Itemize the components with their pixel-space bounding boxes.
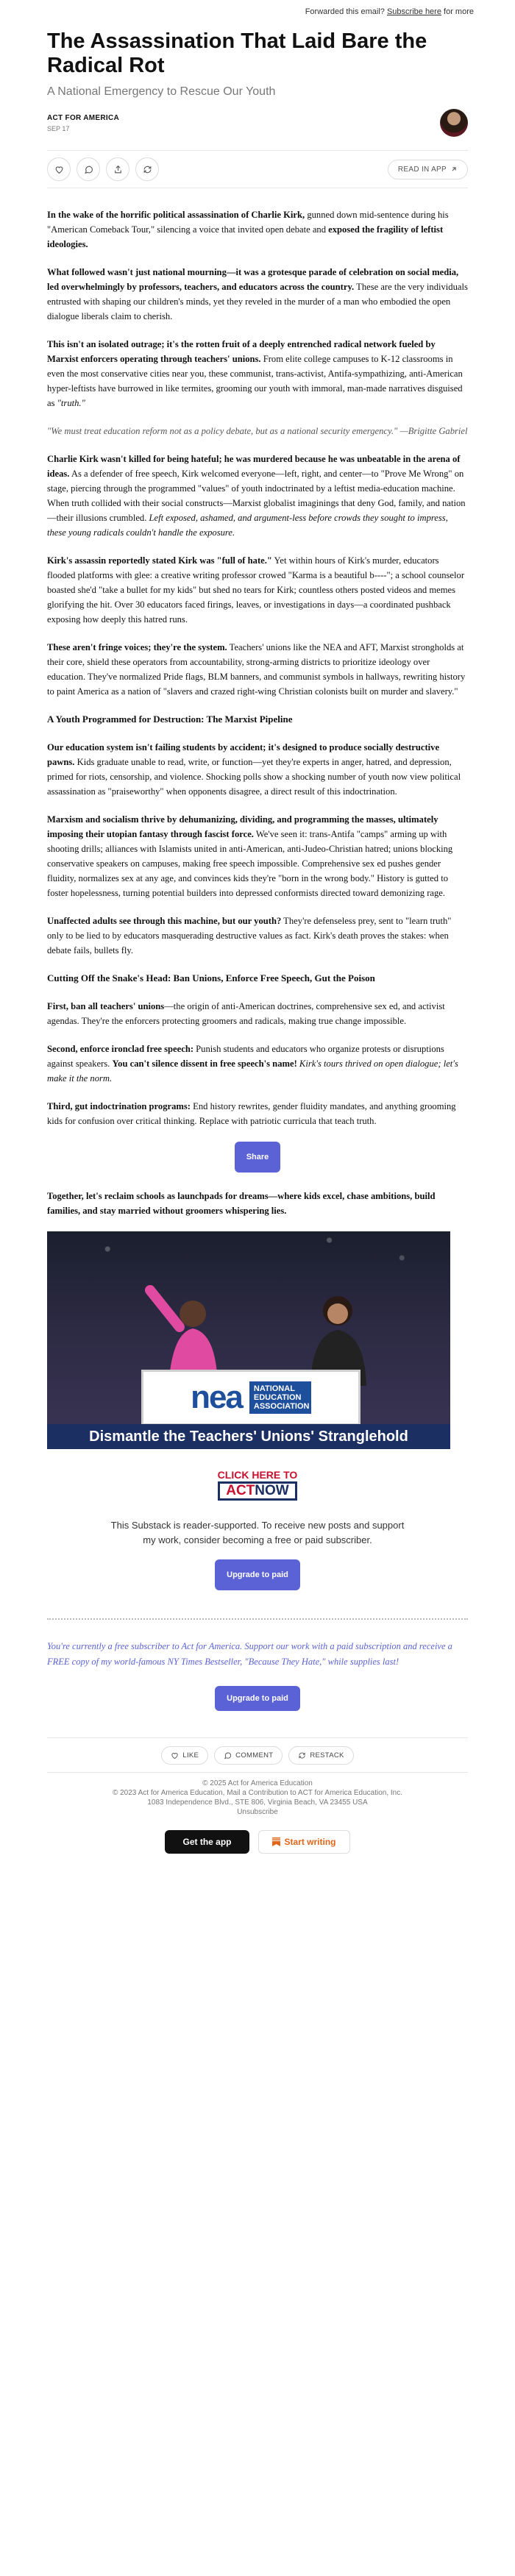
address-line: 1083 Independence Blvd., STE 806, Virginia Beach, VA 23455 USA xyxy=(147,1798,368,1807)
copyright: © 2025 Act for America Education xyxy=(202,1779,313,1787)
heart-icon xyxy=(54,165,64,174)
paragraph: First, ban all teachers' unions—the origin of anti-American doctrines, comprehensive sex ed, and activist agendas. They're the enforcers protecting groomers and radicals, making true change impossible. xyxy=(47,1001,445,1026)
closing-paragraph: Together, let's reclaim schools as launchpads for dreams—where kids excel, chase ambitions, build families, and stay married without groomers whispering lies. xyxy=(47,1191,436,1216)
forward-bar xyxy=(0,0,515,21)
author-name[interactable]: ACT FOR AMERICA xyxy=(47,113,120,122)
image-banner: Dismantle the Teachers' Unions' Stranglehold xyxy=(47,1424,450,1449)
forward-suffix: for more xyxy=(444,7,474,16)
footer-fine-print xyxy=(0,1779,515,1817)
section-heading: Cutting Off the Snake's Head: Ban Unions, Enforce Free Speech, Gut the Poison xyxy=(47,972,375,983)
footer-comment-button[interactable]: COMMENT xyxy=(214,1746,283,1765)
pull-quote: "We must treat education reform not as a policy debate, but as a national security emergency." —Brigitte Gabriel xyxy=(47,426,468,436)
paragraph: Our education system isn't failing students by accident; it's designed to produce socially destructive pawns. Kids graduate unable to read, write, or function—yet they're experts in anger, hatred, and depression, primed for riots, censorship, and violence. Shocking polls show a shocking number of youth now view political assassination as "praiseworthy" when opponents disagree, a direct result of this indoctrination. xyxy=(47,742,461,797)
paragraph: Unaffected adults see through this machine, but our youth? They're defenseless prey, sent to "learn truth" only to be lied to by educators masquerading destructive values as fact. Kirk's death proves the stakes: when debate fails, bullets fly. xyxy=(47,916,452,956)
share-icon xyxy=(113,165,123,174)
cta-line1: CLICK HERE TO xyxy=(217,1469,298,1481)
restack-icon xyxy=(143,165,152,174)
forward-text: Forwarded this email? xyxy=(305,7,385,16)
post-header xyxy=(0,21,515,137)
divider xyxy=(47,1618,468,1620)
avatar[interactable] xyxy=(440,109,468,137)
section-heading: A Youth Programmed for Destruction: The Marxist Pipeline xyxy=(47,714,293,725)
start-writing-button[interactable]: Start writing xyxy=(258,1830,350,1854)
upgrade-button[interactable]: Upgrade to paid xyxy=(215,1559,300,1590)
subscribe-section xyxy=(0,1518,515,1590)
subscribe-link[interactable]: Subscribe here xyxy=(386,7,441,16)
paragraph: Third, gut indoctrination programs: End history rewrites, gender fluidity mandates, and anything grooming kids for confusion over critical thinking. Replace with patriotic curricula that teach truth. xyxy=(47,1101,456,1126)
get-app-button[interactable]: Get the app xyxy=(165,1830,249,1854)
comment-icon xyxy=(84,165,93,174)
footer-like-button[interactable]: LIKE xyxy=(161,1746,208,1765)
subscribe-text: This Substack is reader-supported. To receive new posts and support my work, consider becoming a free or paid subscriber. xyxy=(110,1520,405,1545)
upgrade-button[interactable]: Upgrade to paid xyxy=(215,1686,300,1711)
substack-logo-icon xyxy=(272,1837,280,1846)
post-title[interactable]: The Assassination That Laid Bare the Radical Rot xyxy=(47,29,427,77)
nea-text: NATIONAL EDUCATION ASSOCIATION xyxy=(249,1381,311,1414)
paragraph: Kirk's assassin reportedly stated Kirk was "full of hate." Yet within hours of Kirk's murder, educators flooded platforms with glee: a creative writing professor crowed "Karma is a beautiful b----"; a school counselor boasted she'd "take a bullet for my kids" but shed no tears for Kirk; countless others posted videos and memes glorifying the hit. Over 30 educators faced firings, leaves, or investigations in days—a coordinated pushback exposing how deeply this hatred runs. xyxy=(47,555,465,625)
paragraph: These aren't fringe voices; they're the system. Teachers' unions like the NEA and AFT, Marxist strongholds at their core, shield these operators from accountability, strong-arming districts to prioritize ideology over education. They've normalized Pride flags, BLM banners, and communist symbols in hallways, rewriting history to paint America as a nation of "slavers and crazed right-wing Christian colonists built on murder and slavery." xyxy=(47,642,466,697)
like-button[interactable] xyxy=(47,157,71,181)
restack-button[interactable] xyxy=(135,157,159,181)
read-in-app-label: READ IN APP xyxy=(397,165,447,174)
read-in-app-button[interactable] xyxy=(388,160,468,179)
restack-icon xyxy=(298,1751,306,1760)
comment-icon xyxy=(224,1751,232,1760)
podium xyxy=(141,1370,360,1426)
post-subtitle: A National Emergency to Rescue Our Youth xyxy=(47,85,276,98)
act-now-link[interactable] xyxy=(0,1468,515,1501)
paragraph: Charlie Kirk wasn't killed for being hateful; he was murdered because he was unbeatable in the arena of ideas. As a defender of free speech, Kirk welcomed everyone—left, right, and center—to "Prove Me Wrong" on stage, piercing through the programmed "values" of youth indoctrinated by a leftist media-education machine. When truth collided with their social constructs—Marxist globalist imaginings that deny God, family, and nation—their illusions crumbled. Left exposed, ashamed, and argument-less before crowds they sought to impress, these young radicals couldn't handle the exposure. xyxy=(47,454,466,538)
app-buttons xyxy=(0,1830,515,1854)
footer-action-bar xyxy=(47,1737,468,1773)
article-image[interactable] xyxy=(47,1231,450,1449)
paragraph: Second, enforce ironclad free speech: Punish students and educators who organize protests or disruptions against speakers. You can't silence dissent in free speech's name! Kirk's tours thrived on open dialogue; let's make it the norm. xyxy=(47,1044,458,1084)
paragraph: In the wake of the horrific political assassination of Charlie Kirk, gunned down mid-sentence during his "American Comeback Tour," silencing a voice that invited open debate and exposed the fragility of leftist ideologies. xyxy=(47,210,449,249)
byline xyxy=(47,109,468,137)
comment-button[interactable] xyxy=(77,157,100,181)
footer-restack-button[interactable]: RESTACK xyxy=(288,1746,353,1765)
cta-line2: ACTNOW xyxy=(218,1481,298,1501)
post-date: SEP 17 xyxy=(47,124,70,132)
paragraph: Marxism and socialism thrive by dehumanizing, dividing, and programming the masses, ultimately imposing their utopian fantasy through fascist force. We've seen it: trans-Antifa "camps" arming up with shooting drills; alliances with Islamists united in anti-American, anti-Judeo-Christian hatred; unions blocking conservative speakers on campuses, making free speech impossible. Comprehensive sex ed pushes gender fluidity, normalizes sex at any age, and convinces kids they're "born in the wrong body." History is gutted to foster hopelessness, turning potential builders into depressed conformists directed toward demonizing rage. xyxy=(47,814,453,898)
unsubscribe-link[interactable]: Unsubscribe xyxy=(237,1808,278,1816)
arrow-up-right-icon xyxy=(450,166,458,173)
post-action-bar xyxy=(47,150,468,188)
paragraph: This isn't an isolated outrage; it's the rotten fruit of a deeply entrenched radical network fueled by Marxist enforcers operating through teachers' unions. From elite college campuses to K-12 classrooms in even the most conservative cities near you, these communist, trans-activist, Antifa-sympathizing, anti-American hyper-leftists have burrowed in like termites, grooming our youth with immoral, man-made narratives disguised as "truth." xyxy=(47,339,463,408)
paragraph: What followed wasn't just national mourning—it was a grotesque parade of celebration on social media, led overwhelmingly by professors, teachers, and educators across the country. These are the very individuals entrusted with shaping our children's minds, yet they reveled in the murder of a man who embodied the open dialogue liberals claim to cherish. xyxy=(47,267,468,321)
nea-logo: nea xyxy=(191,1379,242,1415)
share-post-button[interactable]: Share xyxy=(235,1142,281,1173)
heart-icon xyxy=(171,1751,179,1760)
share-button[interactable] xyxy=(106,157,129,181)
address-line: © 2023 Act for America Education, Mail a Contribution to ACT for America Education, Inc. xyxy=(112,1789,403,1797)
stage-lights xyxy=(47,1231,450,1320)
free-subscriber-note: You're currently a free subscriber to Act for America. Support our work with a paid subscription and receive a FREE copy of my world-famous NY Times Bestseller, "Because They Hate," while supplies last! xyxy=(47,1641,452,1667)
post-body xyxy=(0,188,515,1218)
